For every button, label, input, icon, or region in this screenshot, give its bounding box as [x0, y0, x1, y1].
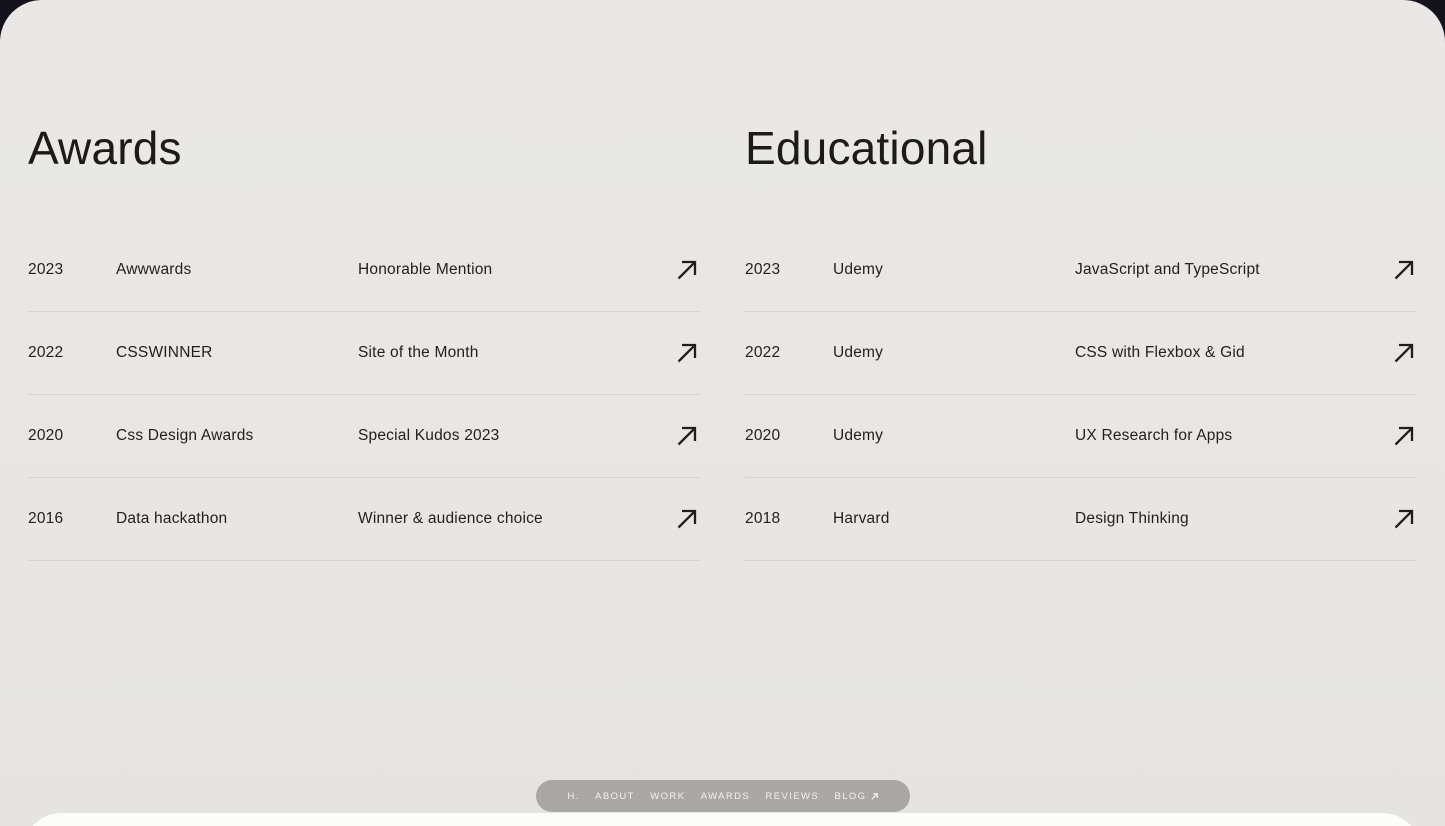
arrow-up-right-icon	[1391, 257, 1417, 283]
arrow-up-right-icon	[870, 792, 879, 801]
education-year: 2020	[745, 427, 781, 444]
awards-list	[28, 229, 700, 561]
floating-nav-pill	[536, 780, 910, 812]
arrow-up-right-icon	[1391, 340, 1417, 366]
two-column-layout	[28, 0, 1417, 561]
award-description: Winner & audience choice	[358, 510, 543, 527]
education-course: JavaScript and TypeScript	[1075, 261, 1260, 278]
nav-item-reviews[interactable]: REVIEWS	[765, 790, 820, 802]
education-course: Design Thinking	[1075, 510, 1189, 527]
education-institution: Harvard	[833, 510, 890, 527]
arrow-up-right-icon	[674, 340, 700, 366]
award-name: Awwwards	[116, 261, 192, 278]
education-institution: Udemy	[833, 344, 884, 361]
nav-item-blog[interactable]	[834, 791, 879, 802]
award-year: 2020	[28, 427, 64, 444]
education-year: 2018	[745, 510, 781, 527]
nav-item-blog-label: BLOG	[834, 790, 867, 802]
nav-item-home[interactable]: H.	[567, 790, 580, 802]
awards-column	[28, 0, 700, 561]
education-row[interactable]	[745, 229, 1417, 312]
education-institution: Udemy	[833, 427, 884, 444]
educational-column	[745, 0, 1417, 561]
awards-title: Awards	[28, 122, 182, 174]
nav-item-work[interactable]: WORK	[650, 790, 686, 802]
education-institution: Udemy	[833, 261, 884, 278]
award-description: Honorable Mention	[358, 261, 493, 278]
award-row[interactable]	[28, 229, 700, 312]
award-row[interactable]	[28, 312, 700, 395]
education-row[interactable]	[745, 312, 1417, 395]
education-year: 2022	[745, 344, 781, 361]
award-row[interactable]	[28, 395, 700, 478]
education-row[interactable]	[745, 478, 1417, 561]
award-name: Data hackathon	[116, 510, 228, 527]
educational-list	[745, 229, 1417, 561]
award-name: CSSWINNER	[116, 344, 213, 361]
next-section-card	[22, 813, 1422, 826]
award-description: Special Kudos 2023	[358, 427, 500, 444]
award-description: Site of the Month	[358, 344, 479, 361]
education-course: UX Research for Apps	[1075, 427, 1233, 444]
arrow-up-right-icon	[1391, 506, 1417, 532]
award-year: 2023	[28, 261, 64, 278]
education-row[interactable]	[745, 395, 1417, 478]
award-name: Css Design Awards	[116, 427, 254, 444]
education-year: 2023	[745, 261, 781, 278]
nav-item-about[interactable]: ABOUT	[595, 790, 635, 802]
arrow-up-right-icon	[674, 257, 700, 283]
arrow-up-right-icon	[674, 423, 700, 449]
nav-item-awards[interactable]: AWARDS	[700, 790, 751, 802]
award-year: 2016	[28, 510, 64, 527]
award-year: 2022	[28, 344, 64, 361]
award-row[interactable]	[28, 478, 700, 561]
education-course: CSS with Flexbox & Gid	[1075, 344, 1245, 361]
arrow-up-right-icon	[674, 506, 700, 532]
educational-title: Educational	[745, 122, 988, 174]
arrow-up-right-icon	[1391, 423, 1417, 449]
